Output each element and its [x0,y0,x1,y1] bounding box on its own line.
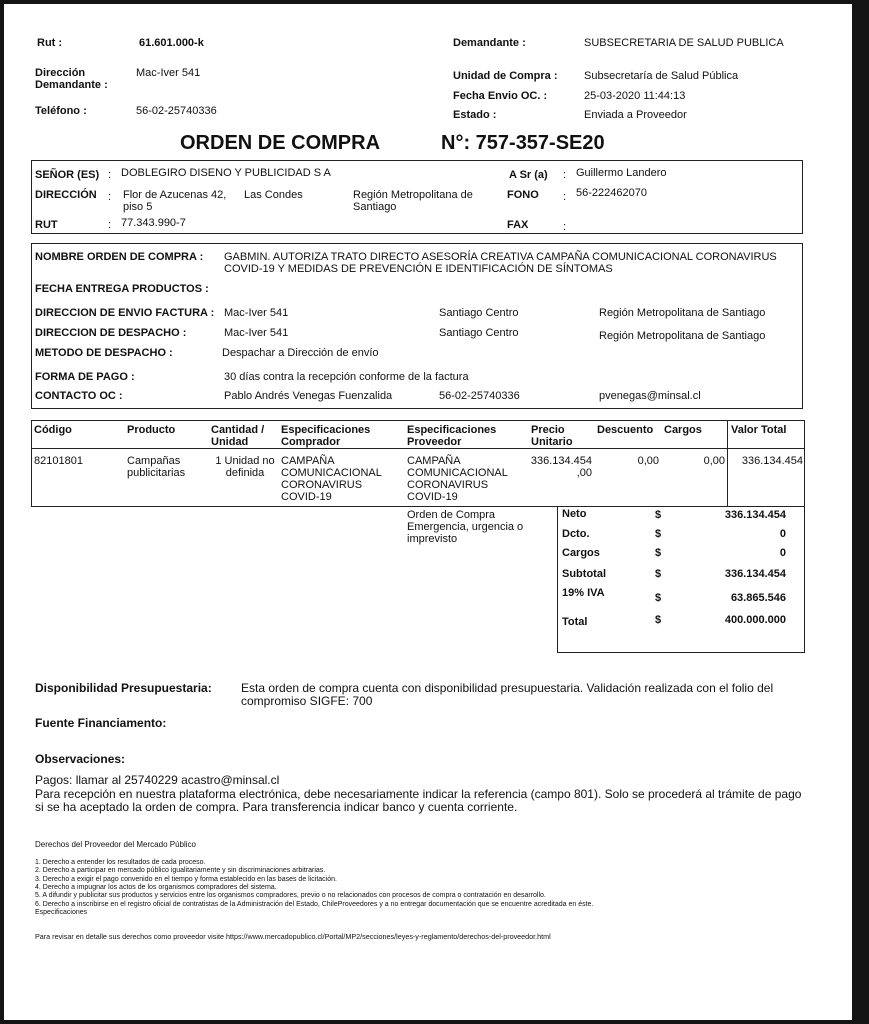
cell-cargos: 0,00 [703,455,725,467]
col-header-esp-proveedor: Especificaciones Proveedor [407,424,497,448]
list-item: 4. Derecho a impugnar los actos de los organismos compradores del sistema. [35,883,277,891]
currency-symbol: $ [655,528,662,540]
list-item: Especificaciones [35,908,88,916]
supplier-comuna: Las Condes [244,189,303,201]
despacho-comuna: Santiago Centro [439,327,519,339]
forma-pago-value: 30 días contra la recepción conforme de la factura [224,371,469,383]
colon: : [108,169,112,181]
supplier-direccion-value: Flor de Azucenas 42, piso 5 [123,189,227,213]
col-header-valor-total: Valor Total [731,424,787,436]
iva-value: 63.865.546 [730,592,786,604]
despacho-label: DIRECCION DE DESPACHO : [35,327,187,339]
estado-label: Estado : [453,109,497,121]
colon: : [563,221,567,233]
col-header-codigo: Código [34,424,72,436]
subtotal-value: 336.134.454 [724,568,786,580]
col-header-cargos: Cargos [664,424,702,436]
despacho-dir: Mac-Iver 541 [224,327,289,339]
supplier-name: DOBLEGIRO DISENO Y PUBLICIDAD S A [121,167,331,179]
supplier-rut-label: RUT [35,219,58,231]
list-item: 3. Derecho a exigir el pago convenido en el tiempo y forma establecido en las bases de licitación. [35,875,337,883]
colon: : [108,219,112,231]
list-item: 6. Derecho a inscribirse en el registro oficial de contratistas de la Administración del Estado, ChileProveedores y a no entregar documentación que se encuentre acreditada en éste. [35,900,594,908]
neto-value: 336.134.454 [724,509,786,521]
senor-label: SEÑOR (ES) [35,169,100,181]
emergency-note: Orden de Compra Emergencia, urgencia o imprevisto [407,509,524,545]
currency-symbol: $ [655,614,662,626]
telefono-value: 56-02-25740336 [136,105,217,117]
col-header-cantidad: Cantidad / Unidad [211,424,265,448]
document-title: ORDEN DE COMPRA [180,132,381,154]
metodo-despacho-value: Despachar a Dirección de envío [222,347,379,359]
fecha-envio-label: Fecha Envio OC. : [453,90,548,102]
col-header-esp-comprador: Especificaciones Comprador [281,424,371,448]
total-value: 400.000.000 [724,614,786,626]
disponibilidad-label: Disponibilidad Presupuestaria: [35,681,212,695]
cell-esp-proveedor: CAMPAÑA COMUNICACIONAL CORONAVIRUS COVID-19 [407,455,508,503]
currency-symbol: $ [655,509,662,521]
cargos-value: 0 [779,547,786,559]
revisar-derechos-link[interactable]: Para revisar en detalle sus derechos como proveedor visite https://www.mercadopublico.cl/Portal/MP2/secciones/leyes-y-reglamento/derechos-del-proveedor.html [35,932,551,941]
contacto-label: CONTACTO OC : [35,390,123,402]
currency-symbol: $ [655,592,662,604]
derechos-title: Derechos del Proveedor del Mercado Público [35,840,196,849]
list-item: 2. Derecho a participar en mercado público igualitariamente y sin discriminaciones arbitrarias. [35,867,326,875]
cell-precio: 336.134.454 ,00 [530,455,592,479]
unidad-compra-value: Subsecretaría de Salud Pública [584,70,739,82]
contacto-email: pvenegas@minsal.cl [599,390,701,402]
cell-codigo: 82101801 [34,455,83,467]
demandante-label: Demandante : [453,37,526,49]
asr-label: A Sr (a) [509,169,548,181]
iva-label: 19% IVA [562,587,605,599]
demandante-value: SUBSECRETARIA DE SALUD PUBLICA [584,37,784,49]
forma-pago-label: FORMA DE PAGO : [35,371,135,383]
fuente-label: Fuente Financiamento: [35,716,167,730]
observaciones-line2: Para recepción en nuestra plataforma electrónica, debe necesariamente indicar la referencia (campo 801). Solo se procederá al trámite de pago si se ha aceptado la orden de compra. Para transferencia indicar banco y cuenta corriente. [35,787,802,814]
neto-label: Neto [562,508,587,520]
colon: : [563,191,567,203]
metodo-despacho-label: METODO DE DESPACHO : [35,347,173,359]
cell-esp-comprador: CAMPAÑA COMUNICACIONAL CORONAVIRUS COVID-19 [281,455,382,503]
contacto-fono: 56-02-25740336 [439,390,520,402]
fono-value: 56-222462070 [576,187,647,199]
unidad-compra-label: Unidad de Compra : [453,70,558,82]
contacto-nombre: Pablo Andrés Venegas Fuenzalida [224,390,393,402]
direccion-demandante-label: Dirección Demandante : [35,67,108,91]
cell-valor-total: 336.134.454 [741,455,803,467]
estado-value: Enviada a Proveedor [584,109,687,121]
disponibilidad-value: Esta orden de compra cuenta con disponibilidad presupuestaria. Validación realizada con el folio del compromiso SIGFE: 700 [241,681,774,708]
envio-factura-dir: Mac-Iver 541 [224,307,289,319]
fecha-envio-value: 25-03-2020 11:44:13 [584,90,686,102]
col-header-producto: Producto [127,424,176,436]
purchase-order-document [4,4,852,1020]
valor-total-divider [727,420,728,507]
despacho-region: Región Metropolitana de Santiago [599,330,766,342]
col-header-descuento: Descuento [597,424,654,436]
fecha-entrega-label: FECHA ENTREGA PRODUCTOS : [35,283,209,295]
cell-cantidad: 1 Unidad no definida [215,455,275,479]
currency-symbol: $ [655,568,662,580]
subtotal-label: Subtotal [562,568,606,580]
telefono-label: Teléfono : [35,105,87,117]
col-header-precio: Precio Unitario [531,424,573,448]
supplier-direccion-label: DIRECCIÓN [35,189,97,201]
cargos-label: Cargos [562,547,600,559]
fono-label: FONO [507,189,539,201]
rut-label: Rut : [37,37,63,49]
order-number: N°: 757-357-SE20 [441,132,605,154]
nombre-orden-value: GABMIN. AUTORIZA TRATO DIRECTO ASESORÍA CREATIVA CAMPAÑA COMUNICACIONAL CORONAVIRUS COVID-19 Y MEDIDAS DE PREVENCIÓN E IDENTIFICACIÓN DE SÍNTOMAS [224,251,777,275]
envio-factura-comuna: Santiago Centro [439,307,519,319]
rut-value: 61.601.000-k [139,37,204,49]
list-item: 1. Derecho a entender los resultados de cada proceso. [35,859,206,866]
envio-factura-region: Región Metropolitana de Santiago [599,307,766,319]
observaciones-label: Observaciones: [35,752,126,766]
supplier-region: Región Metropolitana de Santiago [353,189,473,213]
table-header-divider [31,448,805,449]
list-item: 5. A difundir y publicitar sus productos y servicios entre los organismos compradores, previo o no relacionados con procesos de compra o contratación en desarrollo. [35,892,546,900]
nombre-orden-label: NOMBRE ORDEN DE COMPRA : [35,251,204,263]
observaciones-line1: Pagos: llamar al 25740229 acastro@minsal.cl [35,773,280,787]
cell-producto: Campañas publicitarias [127,455,186,479]
direccion-demandante-value: Mac-Iver 541 [136,67,201,79]
cell-descuento: 0,00 [637,455,659,467]
envio-factura-label: DIRECCION DE ENVIO FACTURA : [35,307,215,319]
colon: : [108,191,112,203]
total-label: Total [562,616,588,628]
dcto-value: 0 [779,528,786,540]
fax-label: FAX [507,219,529,231]
currency-symbol: $ [655,547,662,559]
colon: : [563,169,567,181]
asr-value: Guillermo Landero [576,167,667,179]
supplier-rut-value: 77.343.990-7 [121,217,186,229]
dcto-label: Dcto. [562,528,590,540]
